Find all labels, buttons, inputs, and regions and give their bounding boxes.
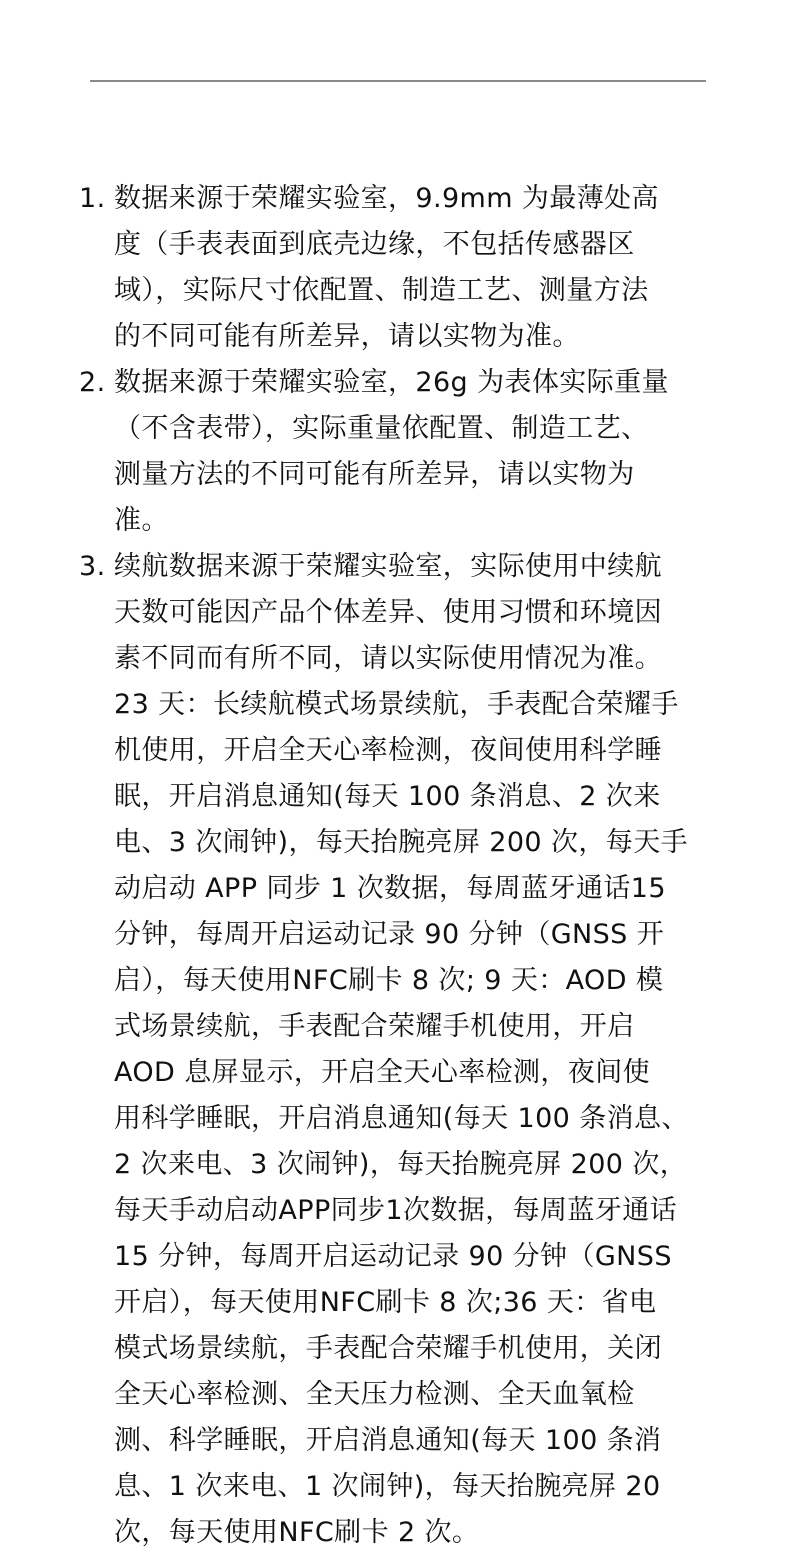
footnote-list bbox=[0, 176, 790, 1556]
footnote-text: 数据来源于荣耀实验室，9.9mm 为最薄处高 度（手表表面到底壳边缘，不包括传感器区 域），实际尺寸依配置、制造工艺、测量方法 的不同可能有所差异，请以实物为准。 bbox=[114, 183, 659, 352]
top-divider bbox=[90, 80, 706, 82]
footnote-item bbox=[0, 544, 790, 1556]
footnote-item bbox=[0, 176, 790, 360]
footnote-text: 续航数据来源于荣耀实验室，实际使用中续航 天数可能因产品个体差异、使用习惯和环境因 素不同而有所不同，请以实际使用情况为准。 23 天：长续航模式场景续航，手表配合荣耀手 机使用，开启全天心率检测，夜间使用科学睡 眠，开启消息通知(每天 100 条消息、2 次来 电、3 次闹钟)，每天抬腕亮屏 200 次，每天手 动启动 APP 同步 1 次数据，每周蓝牙通话15 分钟，每周开启运动记录 90 分钟（GNSS 开 启），每天使用NFC刷卡 8 次; 9 天：AOD 模 式场景续航，手表配合荣耀手机使用，开启 AOD 息屏显示，开启全天心率检测，夜间使 用科学睡眠，开启消息通知(每天 100 条消息、 2 次来电、3 次闹钟)，每天抬腕亮屏 200 次， 每天手动启动APP同步1次数据，每周蓝牙通话 15 分钟，每周开启运动记录 90 分钟（GNSS 开启），每天使用NFC刷卡 8 次;36 天：省电 模式场景续航，手表配合荣耀手机使用，关闭 全天心率检测、全天压力检测、全天血氧检 测、科学睡眠，开启消息通知(每天 100 条消 息、1 次来电、1 次闹钟)，每天抬腕亮屏 20 次，每天使用NFC刷卡 2 次。 bbox=[114, 551, 689, 1548]
footnote-number: 3. bbox=[79, 551, 106, 582]
footnote-number: 1. bbox=[79, 183, 106, 214]
footnote-item bbox=[0, 360, 790, 544]
footnote-number: 2. bbox=[79, 367, 106, 398]
footnote-text: 数据来源于荣耀实验室，26g 为表体实际重量 （不含表带），实际重量依配置、制造工艺、 测量方法的不同可能有所差异，请以实物为 准。 bbox=[114, 367, 669, 536]
